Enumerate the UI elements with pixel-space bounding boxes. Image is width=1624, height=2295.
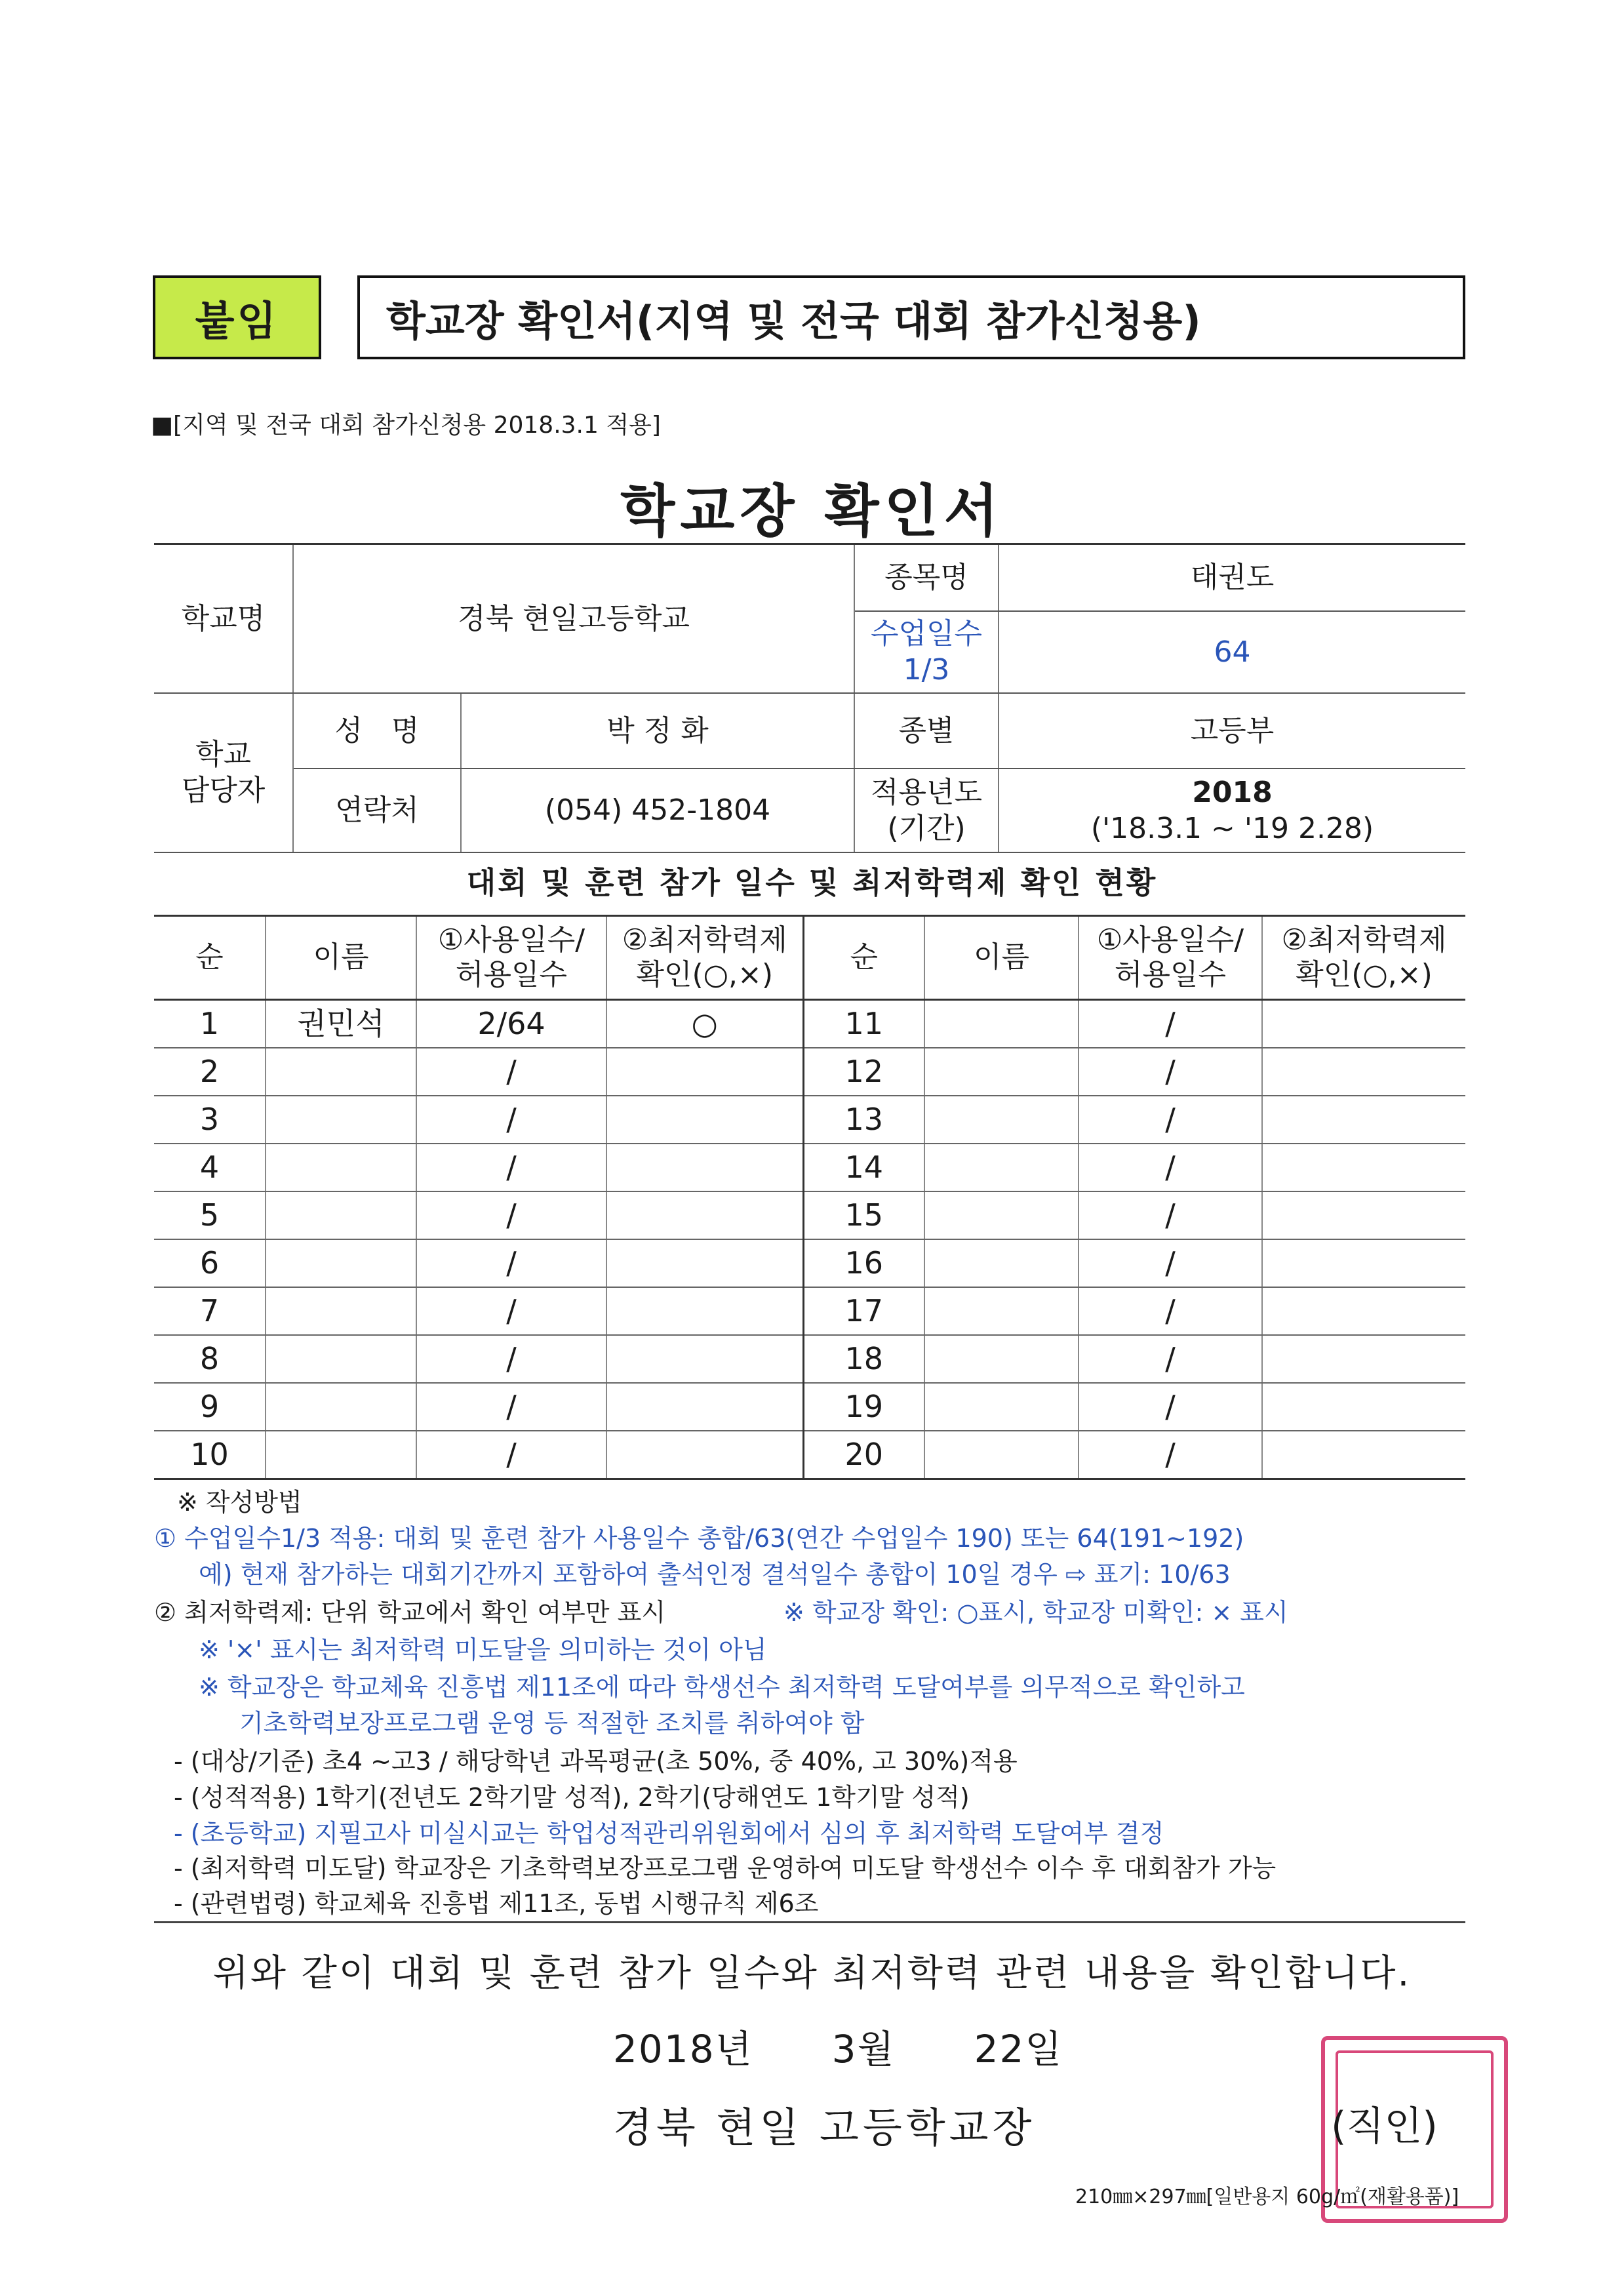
school-name-value: 경북 현일고등학교 bbox=[293, 544, 854, 693]
detail-not-reached: - (최저학력 미도달) 학교장은 기초학력보장프로그램 운영하여 미도달 학생선수 이수 후 대회참가 가능 bbox=[174, 1854, 1277, 1883]
row-name bbox=[266, 1335, 416, 1383]
row-check bbox=[606, 1335, 803, 1383]
event-value: 태권도 bbox=[999, 544, 1465, 611]
col-header-check-right bbox=[1262, 916, 1465, 1000]
row-no: 2 bbox=[154, 1048, 266, 1096]
contact-label: 연락처 bbox=[293, 768, 461, 852]
table-row bbox=[154, 1000, 1465, 1048]
row-name bbox=[266, 1239, 416, 1287]
col-header-days-right-line1: ①사용일수/ bbox=[1096, 923, 1244, 957]
row-no: 3 bbox=[154, 1096, 266, 1144]
row-no-right: 12 bbox=[803, 1048, 924, 1096]
col-header-name-right: 이름 bbox=[924, 916, 1079, 1000]
row-name-right bbox=[924, 1144, 1079, 1191]
row-days: / bbox=[416, 1191, 606, 1239]
school-days-label-line2: 1/3 bbox=[903, 653, 950, 687]
col-header-check-right-line2: 확인(○,×) bbox=[1296, 957, 1433, 991]
note-3: ※ '×' 표시는 최저학력 미도달을 의미하는 것이 아님 bbox=[199, 1635, 767, 1664]
row-days-right: / bbox=[1079, 1191, 1262, 1239]
row-check-right bbox=[1262, 1335, 1465, 1383]
col-header-no-right: 순 bbox=[803, 916, 924, 1000]
table-row bbox=[154, 1144, 1465, 1191]
manager-label-line1: 학교 bbox=[195, 738, 251, 771]
row-name-right bbox=[924, 1383, 1079, 1431]
row-name-right bbox=[924, 1335, 1079, 1383]
col-header-days-line1: ①사용일수/ bbox=[437, 923, 585, 957]
row-no-right: 14 bbox=[803, 1144, 924, 1191]
row-check bbox=[606, 1287, 803, 1335]
table-row bbox=[154, 1239, 1465, 1287]
note-1: ① 수업일수1/3 적용: 대회 및 훈련 참가 사용일수 총합/63(연간 수업일수 190) 또는 64(191~192) bbox=[154, 1524, 1244, 1553]
notes-heading: ※ 작성방법 bbox=[177, 1488, 302, 1517]
row-check bbox=[606, 1048, 803, 1096]
divider bbox=[154, 1921, 1465, 1923]
row-check bbox=[606, 1096, 803, 1144]
col-header-days-right bbox=[1079, 916, 1262, 1000]
note-2-marking: ※ 학교장 확인: ○표시, 학교장 미확인: × 표시 bbox=[783, 1598, 1288, 1627]
status-section-title: 대회 및 훈련 참가 일수 및 최저학력제 확인 현황 bbox=[466, 865, 1158, 900]
col-header-check-line1: ②최저학력제 bbox=[622, 923, 787, 957]
event-label: 종목명 bbox=[854, 544, 999, 611]
row-name bbox=[266, 1096, 416, 1144]
category-label: 종별 bbox=[854, 693, 999, 768]
row-name-right bbox=[924, 1000, 1079, 1048]
year-label-line1: 적용년도 bbox=[870, 775, 982, 809]
note-1-example: 예) 현재 참가하는 대회기간까지 포함하여 출석인정 결석일수 총합이 10일 경우 ⇨ 표기: 10/63 bbox=[199, 1560, 1231, 1589]
table-row bbox=[154, 1431, 1465, 1479]
row-days: / bbox=[416, 1096, 606, 1144]
row-no: 6 bbox=[154, 1239, 266, 1287]
row-check bbox=[606, 1239, 803, 1287]
year-value-year: 2018 bbox=[1192, 775, 1273, 809]
detail-target: - (대상/기준) 초4 ~고3 / 해당학년 과목평균(초 50%, 중 40%, 고 30%)적용 bbox=[174, 1747, 1018, 1776]
row-name-right bbox=[924, 1048, 1079, 1096]
row-days: / bbox=[416, 1239, 606, 1287]
row-days-right: / bbox=[1079, 1431, 1262, 1479]
row-days-right: / bbox=[1079, 1383, 1262, 1431]
row-no: 7 bbox=[154, 1287, 266, 1335]
row-no: 10 bbox=[154, 1431, 266, 1479]
table-row bbox=[154, 1048, 1465, 1096]
row-days-right: / bbox=[1079, 1239, 1262, 1287]
row-check bbox=[606, 1431, 803, 1479]
row-name bbox=[266, 1144, 416, 1191]
school-info-table bbox=[154, 543, 1465, 853]
row-check bbox=[606, 1144, 803, 1191]
row-no: 8 bbox=[154, 1335, 266, 1383]
manager-name-label: 성 명 bbox=[293, 693, 461, 768]
row-days: / bbox=[416, 1048, 606, 1096]
col-header-days-line2: 허용일수 bbox=[455, 957, 567, 991]
row-name-right bbox=[924, 1239, 1079, 1287]
confirmation-statement: 위와 같이 대회 및 훈련 참가 일수와 최저학력 관련 내용을 확인합니다. bbox=[212, 1952, 1412, 1995]
seal-label: (직인) bbox=[1331, 2104, 1438, 2149]
year-value bbox=[999, 768, 1465, 852]
row-check-right bbox=[1262, 1144, 1465, 1191]
row-days-right: / bbox=[1079, 1335, 1262, 1383]
table-row bbox=[154, 1383, 1465, 1431]
row-days: / bbox=[416, 1335, 606, 1383]
participation-status-table bbox=[154, 915, 1465, 1480]
row-days-right: / bbox=[1079, 1144, 1262, 1191]
row-check-right bbox=[1262, 1431, 1465, 1479]
page-title: 학교장 확인서 bbox=[620, 479, 1004, 544]
row-no: 5 bbox=[154, 1191, 266, 1239]
row-no: 9 bbox=[154, 1383, 266, 1431]
row-name-right bbox=[924, 1287, 1079, 1335]
row-days-right: / bbox=[1079, 1000, 1262, 1048]
year-label-line2: (기간) bbox=[887, 811, 966, 845]
row-days: / bbox=[416, 1383, 606, 1431]
table-row bbox=[154, 1287, 1465, 1335]
row-check-right bbox=[1262, 1191, 1465, 1239]
school-days-label bbox=[854, 611, 999, 693]
col-header-no: 순 bbox=[154, 916, 266, 1000]
row-name: 권민석 bbox=[266, 1000, 416, 1048]
row-no-right: 17 bbox=[803, 1287, 924, 1335]
manager-label-line2: 담당자 bbox=[181, 774, 266, 807]
row-days-right: / bbox=[1079, 1048, 1262, 1096]
note-4-cont: 기초학력보장프로그램 운영 등 적절한 조치를 취하여야 함 bbox=[239, 1709, 865, 1738]
row-days: / bbox=[416, 1144, 606, 1191]
row-no-right: 18 bbox=[803, 1335, 924, 1383]
table-row bbox=[154, 1191, 1465, 1239]
row-check: ○ bbox=[606, 1000, 803, 1048]
attachment-badge: 붙임 bbox=[153, 275, 321, 359]
note-4: ※ 학교장은 학교체육 진흥법 제11조에 따라 학생선수 최저학력 도달여부를 의무적으로 확인하고 bbox=[199, 1673, 1245, 1702]
status-header-row bbox=[154, 916, 1465, 1000]
row-check-right bbox=[1262, 1096, 1465, 1144]
row-check bbox=[606, 1191, 803, 1239]
paper-spec: 210㎜×297㎜[일반용지 60g/㎡(재활용품)] bbox=[1075, 2185, 1459, 2208]
school-name-label: 학교명 bbox=[154, 544, 293, 693]
row-check-right bbox=[1262, 1383, 1465, 1431]
row-no-right: 19 bbox=[803, 1383, 924, 1431]
school-days-value: 64 bbox=[999, 611, 1465, 693]
table-row bbox=[154, 1335, 1465, 1383]
col-header-check-line2: 확인(○,×) bbox=[636, 957, 774, 991]
row-check-right bbox=[1262, 1048, 1465, 1096]
category-value: 고등부 bbox=[999, 693, 1465, 768]
manager-label bbox=[154, 693, 293, 852]
col-header-check-right-line1: ②최저학력제 bbox=[1281, 923, 1447, 957]
row-no-right: 20 bbox=[803, 1431, 924, 1479]
row-no-right: 15 bbox=[803, 1191, 924, 1239]
row-name-right bbox=[924, 1096, 1079, 1144]
row-check-right bbox=[1262, 1239, 1465, 1287]
row-no-right: 13 bbox=[803, 1096, 924, 1144]
row-name bbox=[266, 1191, 416, 1239]
row-name bbox=[266, 1287, 416, 1335]
row-no: 4 bbox=[154, 1144, 266, 1191]
row-check bbox=[606, 1383, 803, 1431]
row-days: / bbox=[416, 1287, 606, 1335]
row-name bbox=[266, 1383, 416, 1431]
row-days: 2/64 bbox=[416, 1000, 606, 1048]
table-row bbox=[154, 1096, 1465, 1144]
col-header-check bbox=[606, 916, 803, 1000]
year-value-period: ('18.3.1 ~ '19 2.28) bbox=[1090, 811, 1374, 845]
row-name bbox=[266, 1048, 416, 1096]
row-name-right bbox=[924, 1431, 1079, 1479]
row-no: 1 bbox=[154, 1000, 266, 1048]
row-days-right: / bbox=[1079, 1287, 1262, 1335]
issue-date: 2018년 3월 22일 bbox=[613, 2027, 1063, 2071]
detail-grades: - (성적적용) 1학기(전년도 2학기말 성적), 2학기(당해연도 1학기말 성적) bbox=[174, 1783, 970, 1812]
row-check-right bbox=[1262, 1287, 1465, 1335]
application-note: ■[지역 및 전국 대회 참가신청용 2018.3.1 적용] bbox=[151, 412, 661, 439]
year-label bbox=[854, 768, 999, 852]
row-no-right: 11 bbox=[803, 1000, 924, 1048]
col-header-days bbox=[416, 916, 606, 1000]
note-2: ② 최저학력제: 단위 학교에서 확인 여부만 표시 bbox=[154, 1598, 666, 1627]
row-days-right: / bbox=[1079, 1096, 1262, 1144]
row-check-right bbox=[1262, 1000, 1465, 1048]
principal-name: 경북 현일 고등학교장 bbox=[613, 2104, 1036, 2151]
school-days-label-line1: 수업일수 bbox=[870, 617, 982, 650]
contact-value: (054) 452-1804 bbox=[461, 768, 854, 852]
row-name-right bbox=[924, 1191, 1079, 1239]
manager-name-value: 박 정 화 bbox=[461, 693, 854, 768]
row-no-right: 16 bbox=[803, 1239, 924, 1287]
col-header-days-right-line2: 허용일수 bbox=[1114, 957, 1226, 991]
row-days: / bbox=[416, 1431, 606, 1479]
col-header-name: 이름 bbox=[266, 916, 416, 1000]
row-name bbox=[266, 1431, 416, 1479]
detail-elementary: - (초등학교) 지필고사 미실시교는 학업성적관리위원회에서 심의 후 최저학력 도달여부 결정 bbox=[174, 1819, 1164, 1848]
detail-law: - (관련법령) 학교체육 진흥법 제11조, 동법 시행규칙 제6조 bbox=[174, 1889, 819, 1918]
document-box-title: 학교장 확인서(지역 및 전국 대회 참가신청용) bbox=[357, 275, 1465, 359]
